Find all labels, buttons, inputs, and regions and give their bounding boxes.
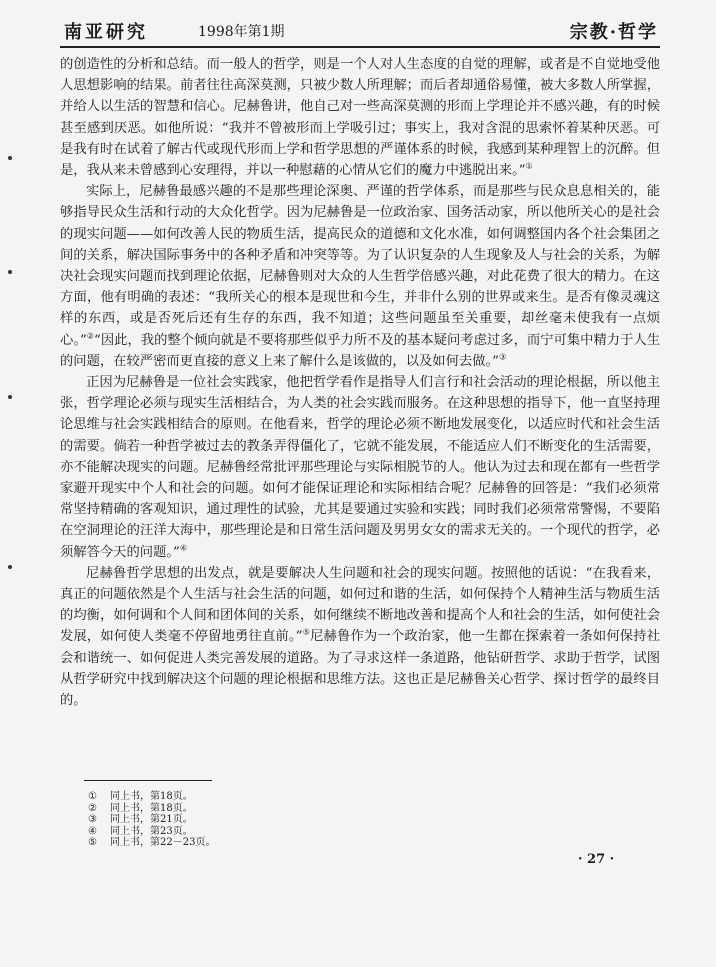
footnote-text: 同上书，第21页。 bbox=[110, 814, 193, 825]
footnote-mark: ③ bbox=[88, 814, 97, 825]
footnote-text: 同上书，第18页。 bbox=[110, 791, 193, 802]
footnote-ref[interactable]: ⑤ bbox=[302, 628, 311, 638]
margin-mark bbox=[8, 270, 12, 274]
paragraph-4 bbox=[60, 563, 660, 711]
paragraph-text: 尼赫鲁哲学思想的出发点，就是要解决人生问题和社会的现实问题。按照他的话说：“在我看来，真正的问题依然是个人生活与社会生活的问题，如何过和谐的生活，如何保持个人精神生活与物质生活的均衡，如何调和个人间和团体间的关系，如何继续不断地改善和提高个人和社会的生活，如何使社会发展，如何使人类毫不停留地勇往直前。” bbox=[60, 565, 660, 645]
margin-mark bbox=[8, 156, 12, 160]
article-body bbox=[60, 54, 660, 711]
footnote-ref[interactable]: ② bbox=[86, 331, 94, 341]
page-number: · 27 · bbox=[578, 852, 615, 867]
footnote-mark: ① bbox=[88, 791, 97, 802]
paragraph-text: “因此，我的整个倾向就是不要将那些似乎力所不及的基本疑问考虑过多，而宁可集中精力于人生的问题，在较严密而更直接的意义上来了解什么是该做的，以及如何去做。” bbox=[60, 332, 661, 369]
footnote-mark: ⑤ bbox=[88, 837, 97, 848]
footnote-item bbox=[88, 791, 388, 803]
footnote-text: 同上书，第23页。 bbox=[110, 825, 193, 837]
page-header bbox=[60, 14, 660, 44]
footnote-ref[interactable]: ③ bbox=[498, 352, 507, 362]
footnote-mark: ② bbox=[88, 802, 97, 814]
footnote-text: 同上书，第18页。 bbox=[110, 802, 193, 814]
header-rule bbox=[60, 46, 660, 48]
footnote-item bbox=[88, 803, 388, 815]
paragraph-3 bbox=[60, 372, 660, 563]
footnote-ref[interactable]: ① bbox=[525, 161, 533, 171]
issue-label: 1998年第1期 bbox=[198, 24, 285, 40]
footnote-rule bbox=[84, 780, 212, 781]
margin-mark bbox=[8, 395, 12, 399]
paragraph-2 bbox=[60, 181, 660, 372]
paragraph-1 bbox=[60, 54, 660, 181]
section-title: 宗教·哲学 bbox=[569, 22, 658, 43]
footnote-item bbox=[88, 826, 388, 838]
footnote-mark: ④ bbox=[88, 825, 97, 837]
footnote-item bbox=[88, 814, 388, 826]
margin-mark bbox=[8, 565, 12, 569]
footnote-text: 同上书，第22－23页。 bbox=[110, 837, 216, 848]
paragraph-text: 实际上，尼赫鲁最感兴趣的不是那些理论深奥、严谨的哲学体系，而是那些与民众息息相关的，能够指导民众生活和行动的大众化哲学。因为尼赫鲁是一位政治家、国务活动家，所以他所关心的是社会的现实问题——如何改善人民的物质生活，提高民众的道德和文化水准，如何调整国内各个社会集团之间的关系，解决国际事务中的各种矛盾和冲突等等。为了认识复杂的人生现象及人与社会的关系，为解决社会现实问题而找到理论依据，尼赫鲁则对大众的人生哲学倍感兴趣，对此花费了很大的精力。在这方面，他有明确的表述：“我所关心的根本是现世和今生，并非什么别的世界或来生。是否有像灵魂这样的东西，或是否死后还有生存的东西，我不知道；这些问题虽至关重要，却丝毫未使我有一点烦心。” bbox=[60, 184, 660, 348]
footnotes bbox=[88, 780, 388, 849]
paragraph-text: 尼赫鲁作为一个政治家，他一生都在探索着一条如何保持社会和谐统一、如何促进人类完善发展的道路。为了寻求这样一条道路，他钻研哲学、求助于哲学，试图从哲学研究中找到解决这个问题的理论根据和思维方法。这也正是尼赫鲁关心哲学、探讨哲学的最终目的。 bbox=[60, 629, 661, 709]
paragraph-text: 正因为尼赫鲁是一位社会实践家，他把哲学看作是指导人们言行和社会活动的理论根据，所以他主张，哲学理论必须与现实生活相结合，为人类的社会实践而服务。在这种思想的指导下，他一直坚持理论思维与社会实践相结合的原则。在他看来，哲学的理论必须不断地发展变化，以适应时代和社会生活的需要。倘若一种哲学被过去的教条弄得僵化了，它就不能发展，不能适应人们不断变化的生活需要，亦不能解决现实的问题。尼赫鲁经常批评那些理论与实际相脱节的人。他认为过去和现在都有一些哲学家避开现实中个人和社会的问题。如何才能保证理论和实际相结合呢？尼赫鲁的回答是：“我们必须常常坚持精确的客观知识，通过理性的试验，尤其是要通过实验和实践；同时我们必须常常警惕，不要陷在空洞理论的汪洋大海中，那些理论是和日常生活问题及男男女女的需求无关的。一个现代的哲学，必须解答今天的问题。” bbox=[60, 375, 660, 560]
footnote-item bbox=[88, 837, 388, 849]
journal-title: 南亚研究 bbox=[64, 22, 148, 43]
footnote-ref[interactable]: ④ bbox=[179, 543, 187, 553]
paragraph-text: 的创造性的分析和总结。而一般人的哲学，则是一个人对人生态度的自觉的理解，或者是不自觉地受他人思想影响的结果。前者往往高深莫测，只被少数人所理解；而后者却通俗易懂，被大多数人所掌握，并给人以生活的智慧和信心。尼赫鲁讲，他自己对一些高深莫测的形而上学理论并不感兴趣，有的时候甚至感到厌恶。如他所说：“我并不曾被形而上学吸引过；事实上，我对含混的思索怀着某种厌恶。可是我有时在试着了解古代或现代形而上学和哲学思想的严谨体系的时候，我感到某种理智上的沉醉。但是，我从来未曾感到心安理得，并以一种慰藉的心情从它们的魔力中逃脱出来。” bbox=[60, 57, 660, 179]
